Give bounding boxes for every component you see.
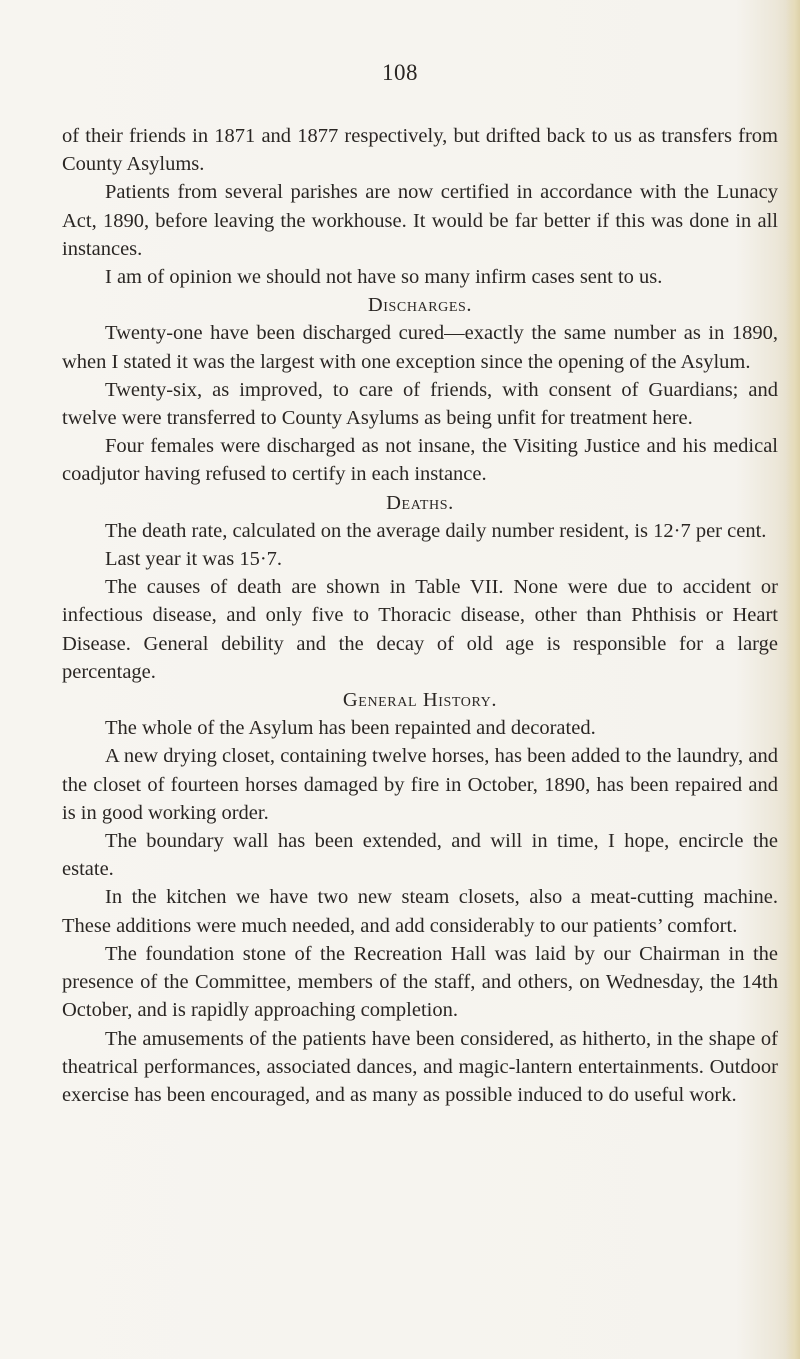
paragraph-last-year: Last year it was 15·7. <box>105 548 283 571</box>
heading-discharges: Discharges. <box>367 294 473 317</box>
heading-deaths: Deaths. <box>386 491 454 514</box>
paragraph-infirm-cases: I am of opinion we should not have so many infirm cases sent to us. <box>105 266 663 289</box>
body-text <box>62 122 778 1109</box>
paragraph-certification: Patients from several parishes are now certified in accordance with the Lunacy Act, 1890, before leaving the workhouse. It would be far better if this was done in all instances. <box>62 181 778 260</box>
page-edge <box>786 0 800 1359</box>
heading-general-history: General History. <box>342 689 498 712</box>
paragraph-causes-of-death: The causes of death are shown in Table VII. None were due to accident or infectious disease, and only five to Thoracic disease, other than Phthisis or Heart Disease. General debility and the decay of old age is responsible for a large percentage. <box>62 576 778 683</box>
paragraph-transfers: of their friends in 1871 and 1877 respectively, but drifted back to us as transfers from County Asylums. <box>62 125 778 176</box>
page-number: 108 <box>382 60 418 85</box>
paragraph-amusements: The amusements of the patients have been considered, as hitherto, in the shape of theatrical performances, associated dances, and magic-lantern entertainments. Outdoor exercise has been encouraged, and as many as possible induced to do useful work. <box>62 1027 778 1106</box>
paragraph-boundary-wall: The boundary wall has been extended, and will in time, I hope, encircle the estate. <box>62 830 778 881</box>
paragraph-discharged-cured: Twenty-one have been discharged cured—exactly the same number as in 1890, when I stated it was the largest with one exception since the opening of the Asylum. <box>62 322 778 373</box>
paragraph-death-rate: The death rate, calculated on the average daily number resident, is 12·7 per cent. <box>105 519 767 542</box>
paragraph-drying-closet: A new drying closet, containing twelve horses, has been added to the laundry, and the closet of fourteen horses damaged by fire in October, 1890, has been repaired and is in good working order. <box>62 745 778 824</box>
paragraph-not-insane: Four females were discharged as not insane, the Visiting Justice and his medical coadjutor having refused to certify in each instance. <box>62 435 778 486</box>
paragraph-discharged-improved: Twenty-six, as improved, to care of friends, with consent of Guardians; and twelve were transferred to County Asylums as being unfit for treatment here. <box>62 378 778 430</box>
paragraph-kitchen: In the kitchen we have two new steam closets, also a meat-cutting machine. These additions were much needed, and add considerably to our patients’ comfort. <box>62 886 778 937</box>
paragraph-repainted: The whole of the Asylum has been repainted and decorated. <box>105 717 596 740</box>
paragraph-recreation-hall: The foundation stone of the Recreation Hall was laid by our Chairman in the presence of the Committee, members of the staff, and others, on Wednesday, the 14th October, and is rapidly approaching completion. <box>62 942 778 1022</box>
